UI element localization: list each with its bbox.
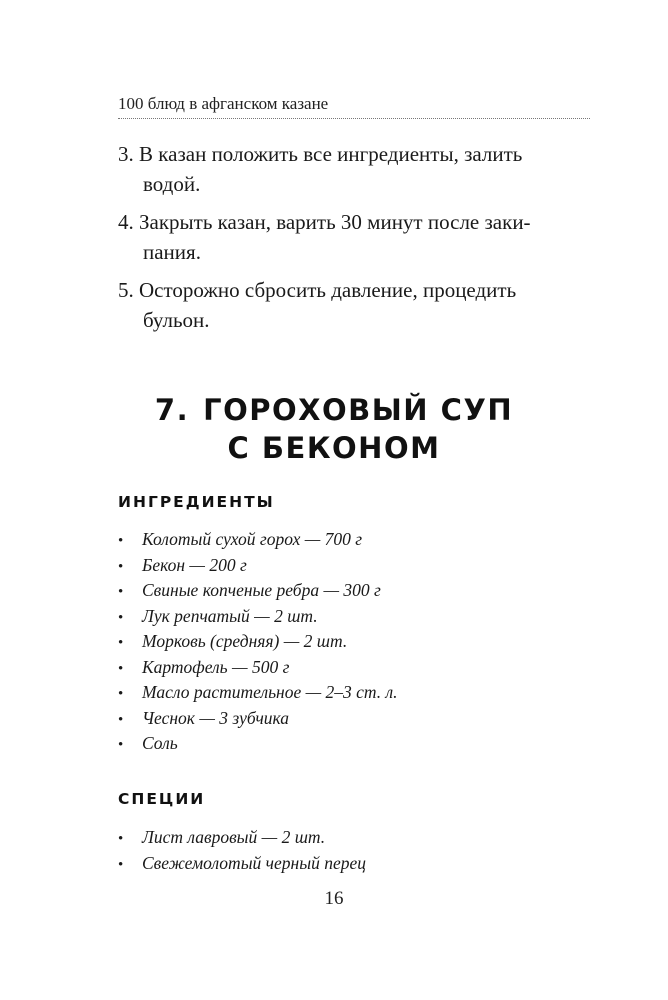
- step-text-line: 3. В казан положить все ингредиенты, залить: [118, 142, 523, 166]
- spices-heading: СПЕЦИИ: [118, 790, 206, 808]
- bullet-icon: •: [118, 609, 124, 626]
- recipe-title-line-1: [60, 391, 608, 429]
- bullet-icon: •: [118, 737, 124, 753]
- ingredient-text: Свиные копченые ребра — 300 г: [142, 580, 381, 600]
- step-text-line: 5. Осторожно сбросить давление, процедить: [118, 278, 517, 302]
- ingredient-text: Масло растительное — 2–3 ст. л.: [142, 682, 398, 702]
- bullet-icon: •: [118, 831, 124, 847]
- ingredient-text: Соль: [142, 733, 178, 753]
- list-item: [118, 825, 366, 851]
- step-text-line: водой.: [143, 172, 201, 196]
- list-item: [118, 578, 398, 604]
- step-text-line: 4. Закрыть казан, варить 30 минут после заки-: [118, 210, 531, 234]
- step-item: [118, 207, 588, 267]
- step-item: [118, 139, 588, 199]
- list-item: [118, 655, 398, 681]
- bullet-icon: •: [118, 635, 124, 651]
- list-item: [118, 851, 366, 877]
- list-item: [118, 604, 398, 630]
- step-item: [118, 275, 588, 335]
- bullet-icon: •: [118, 533, 124, 549]
- spice-text: Лист лавровый — 2 шт.: [142, 827, 326, 847]
- spices-list: [118, 825, 366, 876]
- recipe-number: 7.: [154, 393, 190, 427]
- ingredients-list: [118, 527, 398, 757]
- ingredient-text: Чеснок — 3 зубчика: [142, 707, 290, 728]
- ingredient-text: Лук репчатый — 2 шт.: [142, 605, 318, 626]
- recipe-title-text: ГОРОХОВЫЙ СУП: [203, 393, 514, 427]
- list-item: [118, 731, 398, 757]
- running-header: 100 блюд в афганском казане: [118, 94, 590, 119]
- bullet-icon: •: [118, 660, 124, 677]
- bullet-icon: •: [118, 856, 124, 873]
- recipe-title-line-2: С БЕКОНОМ: [227, 431, 441, 465]
- ingredient-text: Морковь (средняя) — 2 шт.: [142, 631, 348, 651]
- ingredient-text: Бекон — 200 г: [142, 554, 247, 575]
- bullet-icon: •: [118, 558, 124, 575]
- list-item: [118, 553, 398, 579]
- bullet-icon: •: [118, 584, 124, 600]
- step-text-line: пания.: [143, 240, 201, 264]
- list-item: [118, 680, 398, 706]
- ingredients-heading: ИНГРЕДИЕНТЫ: [118, 493, 275, 511]
- list-item: [118, 706, 398, 732]
- ingredient-text: Колотый сухой горох — 700 г: [142, 529, 363, 549]
- list-item: [118, 629, 398, 655]
- bullet-icon: •: [118, 711, 124, 728]
- recipe-title: [60, 391, 608, 467]
- bullet-icon: •: [118, 686, 124, 702]
- method-steps: [118, 139, 588, 343]
- ingredient-text: Картофель — 500 г: [142, 656, 290, 677]
- page-number: 16: [324, 888, 344, 909]
- step-text-line: бульон.: [143, 308, 210, 332]
- spice-text: Свежемолотый черный перец: [142, 852, 366, 873]
- list-item: [118, 527, 398, 553]
